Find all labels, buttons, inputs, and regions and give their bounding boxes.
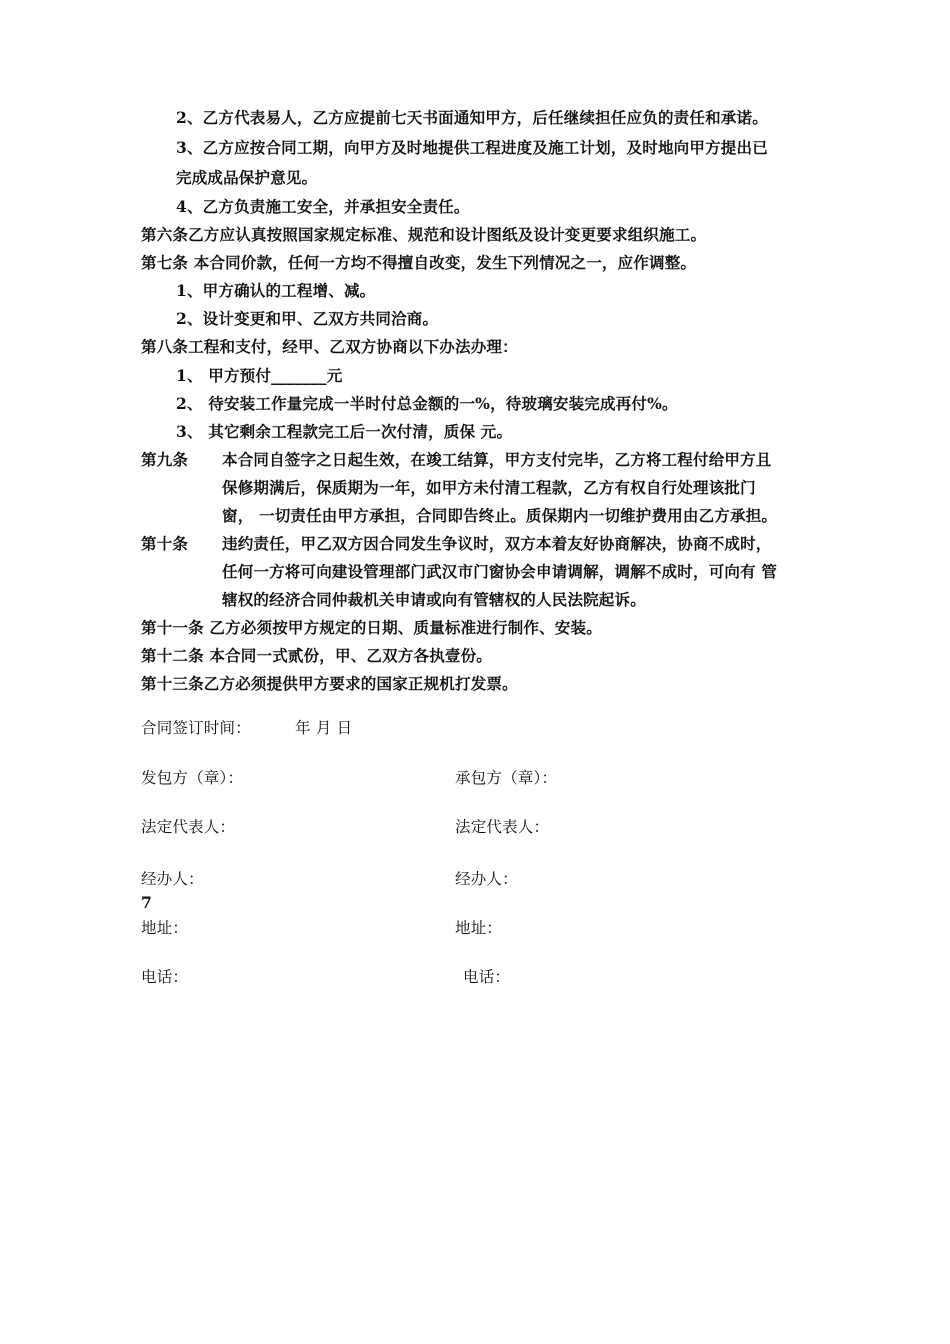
clause-8-item-3: 3、 其它剩余工程款完工后一次付清，质保 元。 (176, 422, 513, 441)
clause-7-item-1: 1、甲方确认的工程增、减。 (176, 281, 376, 300)
sign-date-label: 合同签订时间： (141, 719, 251, 737)
clause-10-heading: 第十条 (141, 534, 189, 553)
clause-8: 第八条工程和支付，经甲、乙双方协商以下办法办理： (141, 337, 518, 356)
rep-a-label: 法定代表人： (141, 818, 236, 836)
party-a-label: 发包方（章）： (141, 769, 244, 787)
clause-10-line-3: 辖权的经济合同仲裁机关申请或向有管辖权的人民法院起诉。 (222, 590, 646, 609)
clause-10-line-2: 任何一方将可向建设管理部门武汉市门窗协会申请调解，调解不成时，可向有 管 (222, 562, 778, 581)
clause-5-item-4: 4、乙方负责施工安全，并承担安全责任。 (176, 197, 470, 216)
phone-b-label: 电话： (463, 968, 511, 986)
agent-a-label: 经办人： (141, 870, 204, 888)
clause-5-item-2: 2、乙方代表易人，乙方应提前七天书面通知甲方，后任继续担任应负的责任和承诺。 (176, 108, 768, 127)
clause-9-line-1: 本合同自签字之日起生效，在竣工结算，甲方支付完毕，乙方将工程付给甲方且 (222, 450, 772, 469)
clause-12: 第十二条 本合同一式贰份，甲、乙双方各执壹份。 (141, 646, 492, 665)
clause-5-item-3: 3、乙方应按合同工期，向甲方及时地提供工程进度及施工计划，及时地向甲方提出已 (176, 138, 768, 157)
phone-a-label: 电话： (141, 968, 189, 986)
addr-a-label: 地址： (141, 919, 189, 937)
clause-9-line-2: 保修期满后，保质期为一年，如甲方未付清工程款，乙方有权自行处理该批门 (222, 478, 756, 497)
rep-b-label: 法定代表人： (455, 818, 550, 836)
clause-9-heading: 第九条 (141, 450, 189, 469)
clause-8-item-2: 2、 待安装工作量完成一半时付总金额的一%，待玻璃安装完成再付%。 (176, 394, 678, 413)
clause-6: 第六条乙方应认真按照国家规定标准、规范和设计图纸及设计变更要求组织施工。 (141, 225, 707, 244)
clause-5-item-3-cont: 完成成品保护意见。 (176, 168, 318, 187)
addr-b-label: 地址： (455, 919, 503, 937)
clause-8-item-1: 1、 甲方预付_______元 (176, 366, 343, 385)
clause-11: 第十一条 乙方必须按甲方规定的日期、质量标准进行制作、安装。 (141, 618, 602, 637)
clause-7-item-2: 2、设计变更和甲、乙双方共同洽商。 (176, 309, 439, 328)
clause-13: 第十三条乙方必须提供甲方要求的国家正规机打发票。 (141, 674, 518, 693)
clause-7: 第七条 本合同价款，任何一方均不得擅自改变，发生下列情况之一，应作调整。 (141, 253, 697, 272)
party-b-label: 承包方（章）： (455, 769, 558, 787)
agent-b-label: 经办人： (455, 870, 518, 888)
page-number: 7 (141, 893, 152, 912)
clause-10-line-1: 违约责任，甲乙双方因合同发生争议时，双方本着友好协商解决，协商不成时， (222, 534, 772, 553)
clause-9-line-3: 窗， 一切责任由甲方承担，合同即告终止。质保期内一切维护费用由乙方承担。 (222, 506, 778, 525)
sign-date-fields: 年 月 日 (295, 719, 353, 737)
